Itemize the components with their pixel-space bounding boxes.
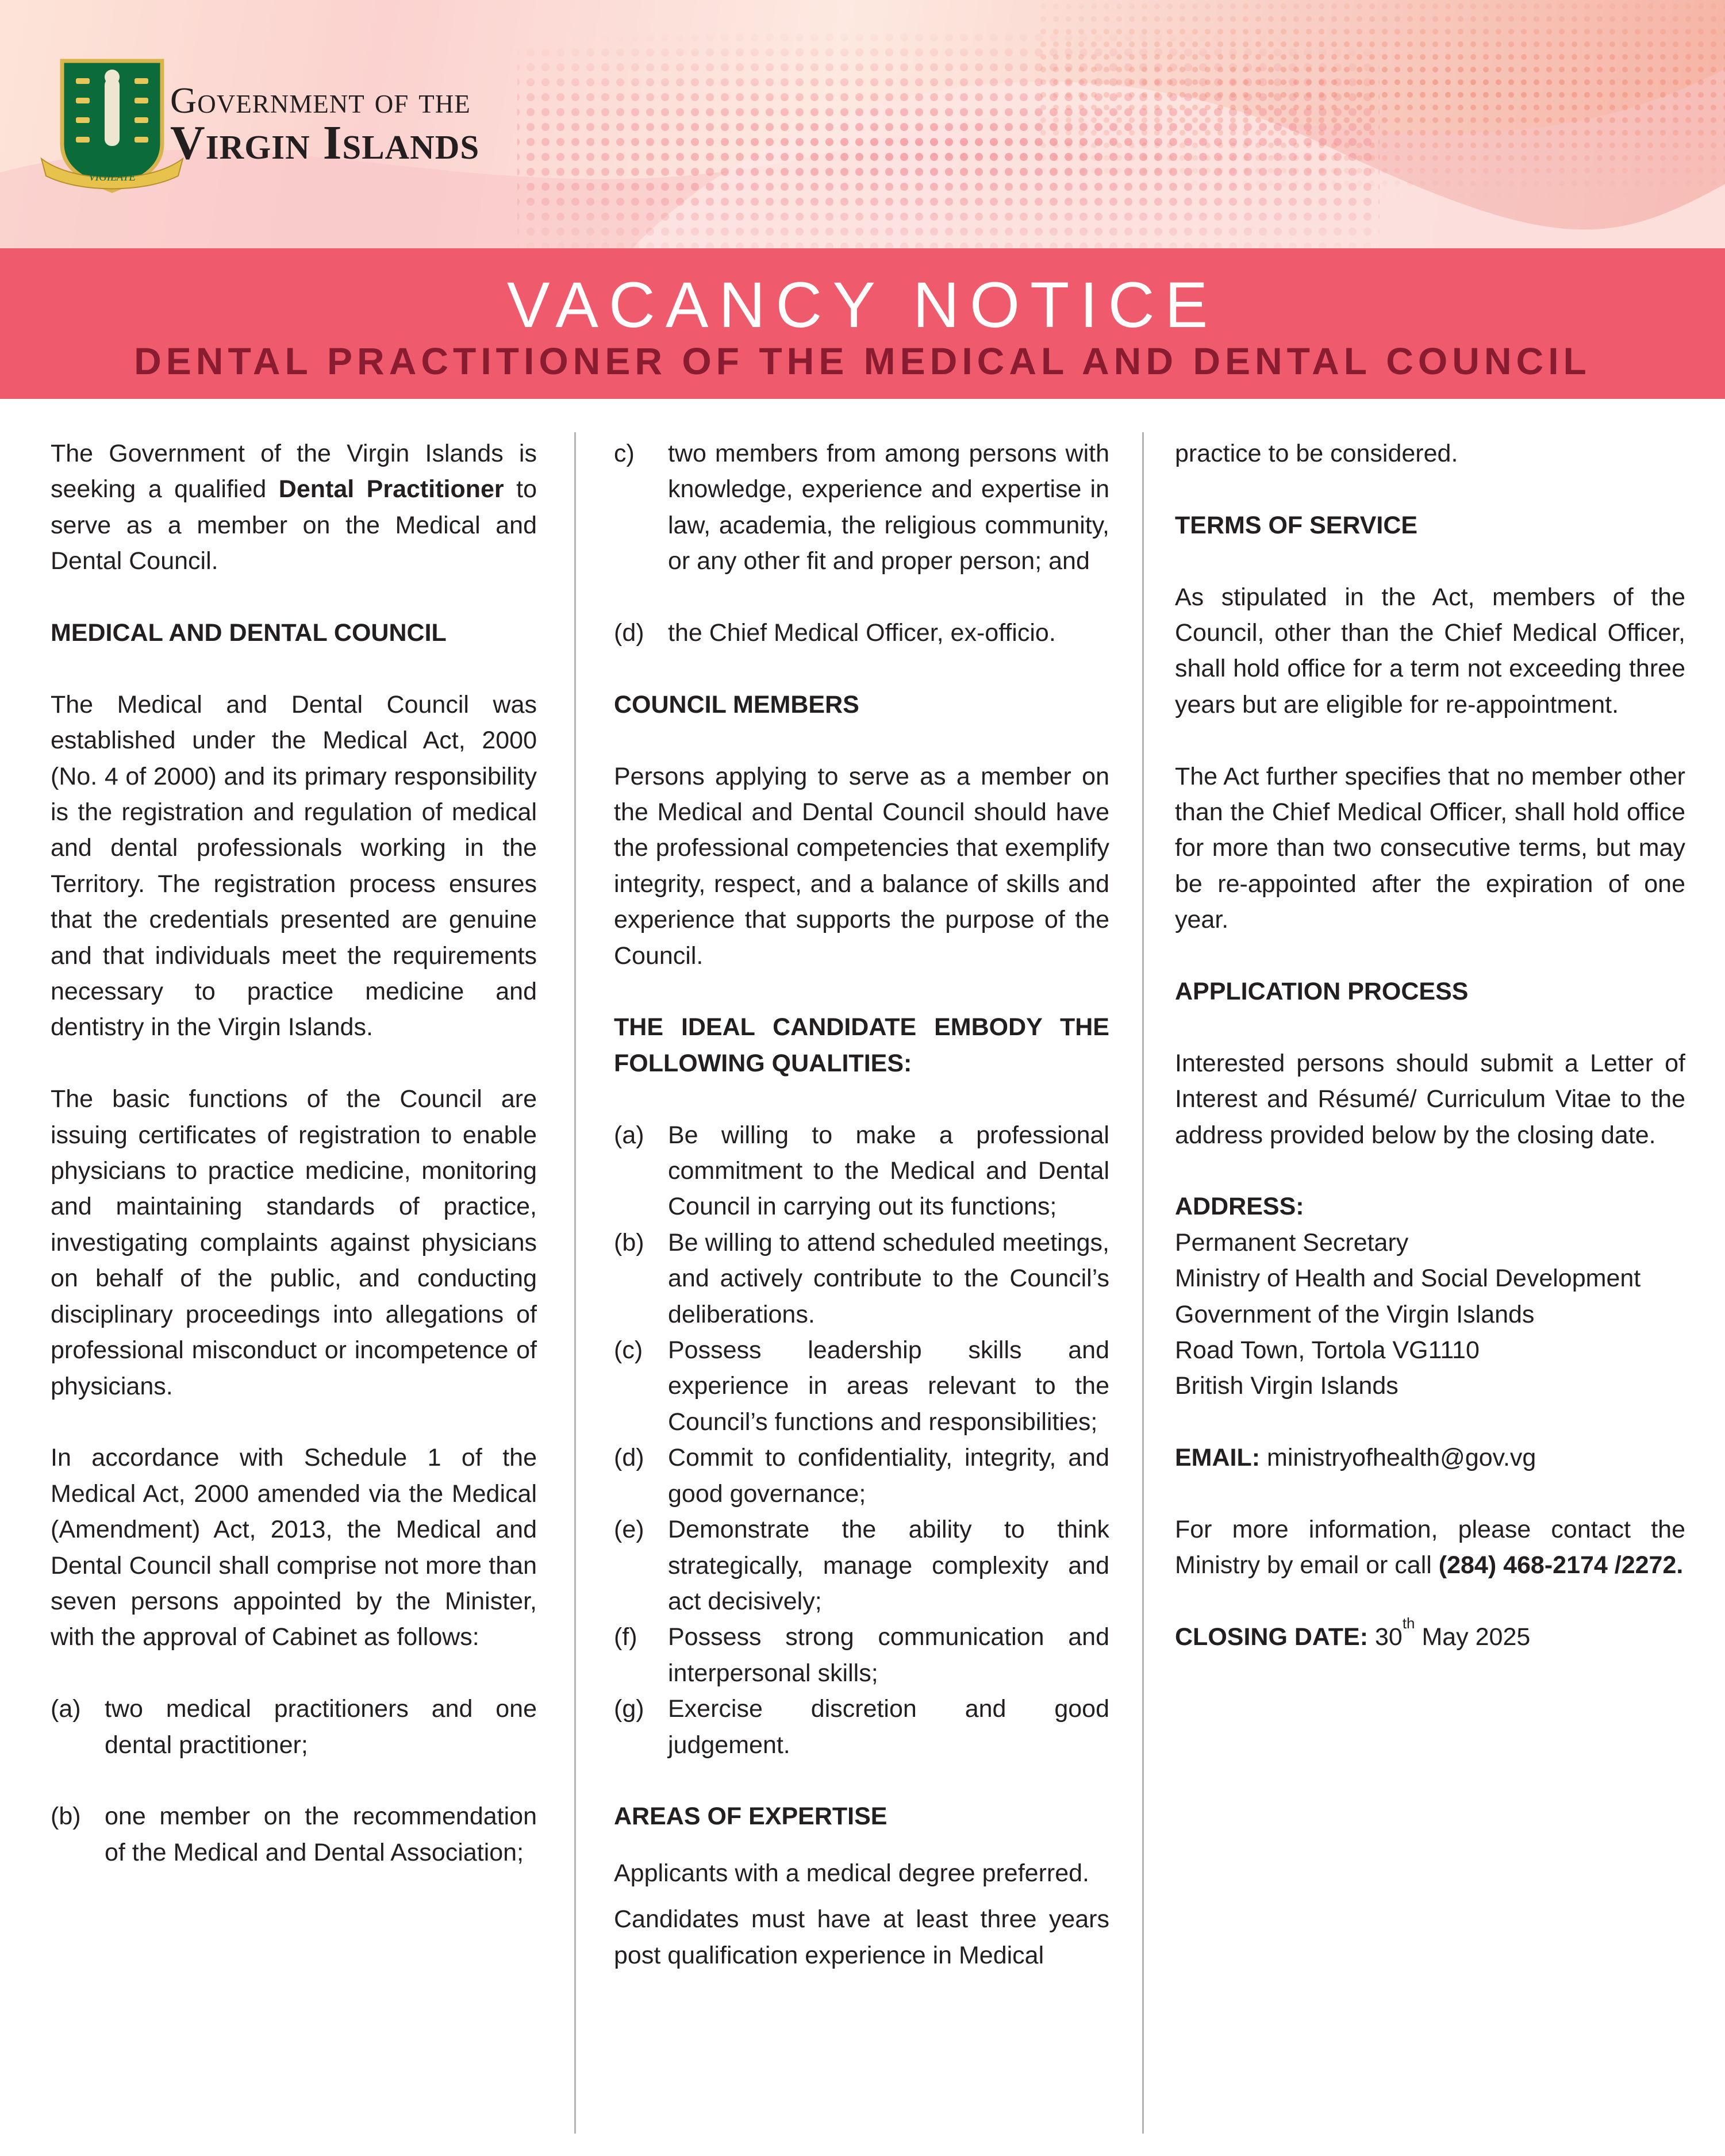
government-name-line2: Virgin Islands	[170, 116, 480, 170]
closing-date: CLOSING DATE: 30th May 2025	[1175, 1614, 1531, 1651]
column-2	[614, 436, 1109, 1973]
column-divider	[574, 432, 576, 2134]
address-label: ADDRESS:	[1175, 1193, 1304, 1221]
section-heading: AREAS OF EXPERTISE	[614, 1803, 888, 1831]
section-heading: APPLICATION PROCESS	[1175, 978, 1469, 1006]
column-1	[51, 436, 537, 1870]
paragraph: The Medical and Dental Council was established under the Medical Act, 2000 (No. 4 of 2000) and its primary responsibility is the registration and regulation of medical and dental professionals working in the Territory. The registration process ensures that the credentials presented are genuine and that individuals meet the requirements necessary to practice medicine and dentistry in the Virgin Islands.	[51, 690, 537, 1042]
address-line: British Virgin Islands	[1175, 1372, 1399, 1400]
paragraph: The Act further specifies that no member other than the Chief Medical Officer, shall hold office for more than two consecutive terms, but may be re-appointed after the expiration of one year.	[1175, 762, 1685, 934]
intro-paragraph: The Government of the Virgin Islands is seeking a qualified Dental Practitioner to serve as a member on the Medical and Dental Council.	[51, 440, 537, 575]
address-line: Permanent Secretary	[1175, 1228, 1409, 1256]
list-item: (a) two medical practitioners and one dental practitioner;	[51, 1695, 537, 1759]
email-link[interactable]: ministryofhealth@gov.vg	[1260, 1444, 1536, 1472]
phone-number: (284) 468-2174 /2272.	[1438, 1551, 1684, 1579]
paragraph: The basic functions of the Council are issuing certificates of registration to enable physicians to practice medicine, monitoring and maintaining standards of practice, investigating complaints against physicians on behalf of the public, and conducting disciplinary proceedings into allegations of professional misconduct or incompetence of physicians.	[51, 1085, 537, 1400]
list-item: (g) Exercise discretion and good judgement.	[614, 1695, 1109, 1759]
list-item: c) two members from among persons with knowledge, experience and expertise in law, academia, the religious community, or any other fit and proper person; and	[614, 440, 1109, 575]
list-item: (c) Possess leadership skills and experience in areas relevant to the Council’s functions and responsibilities;	[614, 1336, 1109, 1436]
section-heading: MEDICAL AND DENTAL COUNCIL	[51, 619, 447, 647]
paragraph: As stipulated in the Act, members of the Council, other than the Chief Medical Officer, shall hold office for a term not exceeding three years but are eligible for re-appointment.	[1175, 583, 1685, 718]
svg-text:VIGILATE: VIGILATE	[89, 171, 136, 183]
paragraph: Interested persons should submit a Letter of Interest and Résumé/ Curriculum Vitae to the address provided below by the closing date.	[1175, 1049, 1685, 1149]
paragraph: Applicants with a medical degree preferred.	[614, 1859, 1089, 1887]
address-line: Ministry of Health and Social Development	[1175, 1265, 1641, 1293]
coat-of-arms-icon	[40, 57, 184, 195]
page-title: VACANCY NOTICE	[506, 269, 1219, 341]
government-name-line1: Government of the	[170, 80, 471, 121]
list-item: (d) the Chief Medical Officer, ex-officio.	[614, 619, 1056, 647]
page-subtitle: DENTAL PRACTITIONER OF THE MEDICAL AND DENTAL COUNCIL	[134, 340, 1591, 382]
section-heading: COUNCIL MEMBERS	[614, 690, 859, 718]
list-item: (b) Be willing to attend scheduled meetings, and actively contribute to the Council’s deliberations.	[614, 1228, 1109, 1328]
column-3	[1175, 436, 1685, 1655]
address-line: Government of the Virgin Islands	[1175, 1300, 1535, 1328]
paragraph: Candidates must have at least three years post qualification experience in Medical	[614, 1905, 1109, 1969]
contact-paragraph: For more information, please contact the Ministry by email or call (284) 468-2174 /2272.	[1175, 1516, 1685, 1579]
list-item: (e) Demonstrate the ability to think strategically, manage complexity and act decisively;	[614, 1516, 1109, 1615]
paragraph: Persons applying to serve as a member on the Medical and Dental Council should have the professional competencies that exemplify integrity, respect, and a balance of skills and experience that supports the purpose of the Council.	[614, 762, 1109, 970]
paragraph: In accordance with Schedule 1 of the Medical Act, 2000 amended via the Medical (Amendment) Act, 2013, the Medical and Dental Council shall comprise not more than seven persons appointed by the Minister, with the approval of Cabinet as follows:	[51, 1444, 537, 1651]
list-item: (f) Possess strong communication and interpersonal skills;	[614, 1623, 1109, 1687]
column-divider	[1142, 432, 1144, 2134]
section-heading: THE IDEAL CANDIDATE EMBODY THE FOLLOWING QUALITIES:	[614, 1013, 1109, 1077]
list-item: (d) Commit to confidentiality, integrity, and good governance;	[614, 1444, 1109, 1508]
address-line: Road Town, Tortola VG1110	[1175, 1336, 1480, 1365]
email-line: EMAIL: ministryofhealth@gov.vg	[1175, 1444, 1536, 1472]
header-banner	[0, 0, 1725, 248]
paragraph: practice to be considered.	[1175, 440, 1458, 467]
list-item: (b) one member on the recommendation of the Medical and Dental Association;	[51, 1803, 537, 1866]
list-item: (a) Be willing to make a professional commitment to the Medical and Dental Council in carrying out its functions;	[614, 1121, 1109, 1221]
section-heading: TERMS OF SERVICE	[1175, 511, 1418, 539]
